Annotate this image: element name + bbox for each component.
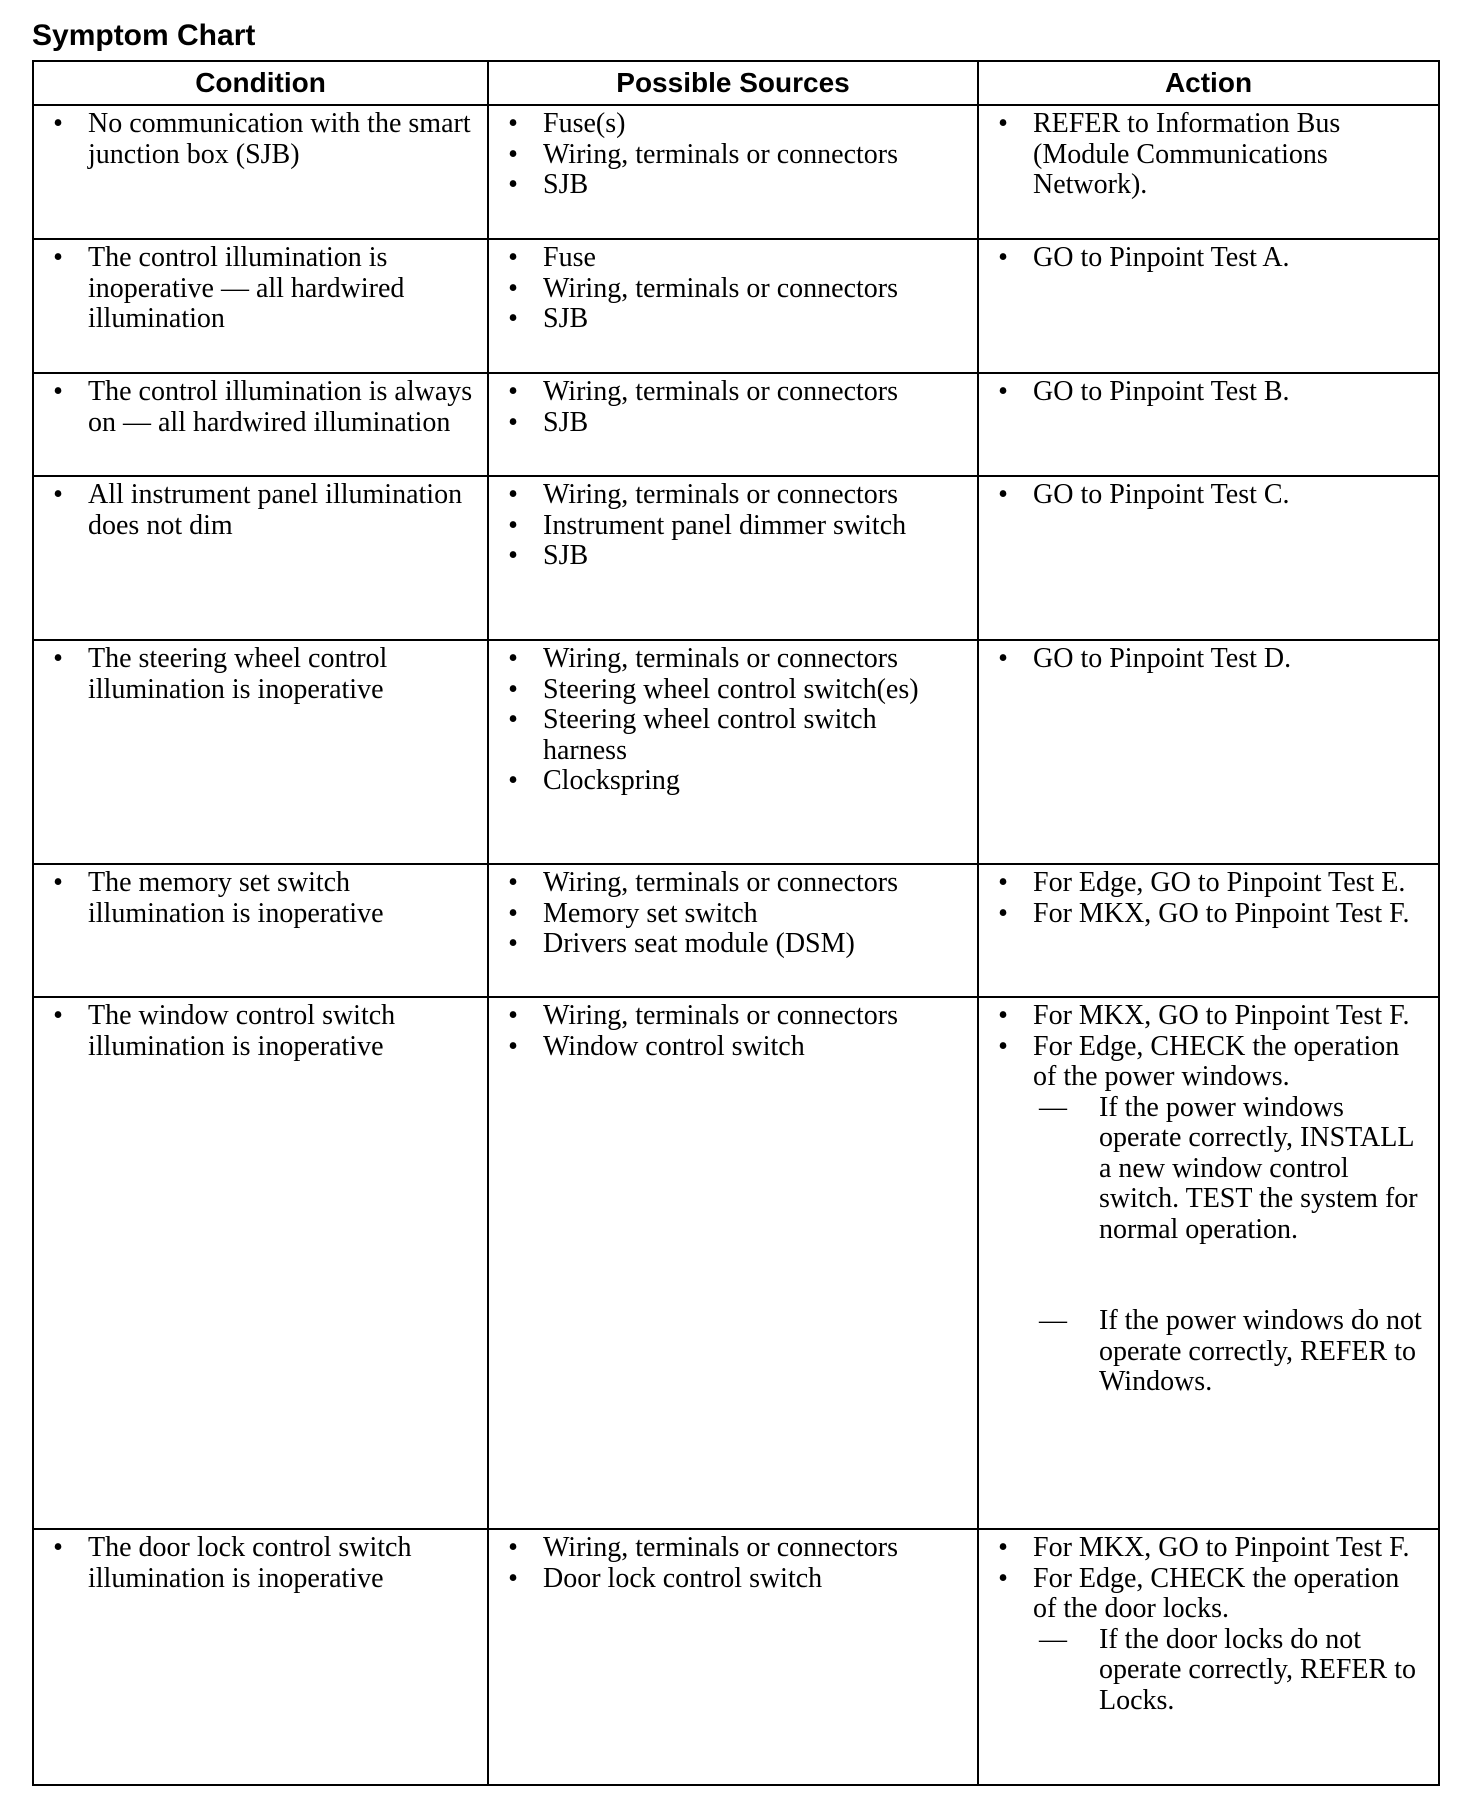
condition-item-text: The window control switch illumination is inoperative [88, 1000, 396, 1062]
action-item-text: For Edge, CHECK the operation of the power windows. [1033, 1030, 1400, 1092]
source-item [497, 644, 967, 675]
action-sub-item [1033, 1093, 1428, 1246]
condition-cell [33, 373, 488, 476]
actions-list [987, 1533, 1428, 1716]
condition-item [42, 644, 477, 705]
source-item-text: Fuse(s) [543, 108, 626, 139]
table-row [33, 476, 1439, 640]
bullet-icon: • [508, 138, 518, 170]
bullet-icon: • [53, 242, 63, 273]
source-item [497, 899, 967, 930]
action-item [987, 1001, 1428, 1032]
column-header-condition: Condition [33, 61, 488, 105]
action-item-text: For MKX, GO to Pinpoint Test F. [1033, 897, 1410, 929]
bullet-icon: • [53, 479, 63, 510]
condition-item [42, 109, 477, 170]
table-row [33, 640, 1439, 864]
source-item [497, 480, 967, 511]
condition-list [42, 109, 477, 170]
bullet-icon: • [53, 376, 63, 407]
condition-list [42, 1533, 477, 1594]
source-item [497, 243, 967, 274]
bullet-icon: • [998, 1562, 1008, 1594]
table-row [33, 1529, 1439, 1785]
possible-sources-cell [488, 864, 978, 997]
bullet-icon: • [508, 1030, 518, 1062]
action-cell [978, 373, 1439, 476]
condition-item [42, 480, 477, 541]
condition-list [42, 644, 477, 705]
table-row [33, 373, 1439, 476]
bullet-icon: • [53, 1000, 63, 1031]
bullet-icon: • [508, 1532, 518, 1563]
bullet-icon: • [998, 376, 1008, 407]
possible-sources-cell [488, 640, 978, 864]
source-item [497, 1564, 967, 1595]
actions-list [987, 644, 1428, 675]
source-item [497, 705, 967, 766]
condition-cell [33, 1529, 488, 1785]
bullet-icon: • [998, 242, 1008, 273]
dash-icon: — [1039, 1623, 1067, 1655]
source-item-text: Fuse [543, 242, 596, 273]
page-title: Symptom Chart [32, 19, 256, 52]
table-header-row [33, 61, 1439, 105]
source-item-text: Wiring, terminals or connectors [543, 643, 898, 674]
source-item-text: Wiring, terminals or connectors [543, 479, 898, 510]
table-row [33, 239, 1439, 373]
condition-item [42, 1533, 477, 1594]
sources-list [497, 243, 967, 335]
action-cell [978, 997, 1439, 1529]
action-item [987, 1533, 1428, 1564]
source-item [497, 1533, 967, 1564]
action-cell [978, 105, 1439, 239]
dash-icon: — [1039, 1091, 1067, 1123]
condition-item [42, 868, 477, 929]
condition-cell [33, 105, 488, 239]
bullet-icon: • [998, 643, 1008, 674]
action-cell [978, 1529, 1439, 1785]
action-item-text: GO to Pinpoint Test D. [1033, 643, 1292, 674]
condition-item-text: No communication with the smart junction box (SJB) [88, 108, 471, 170]
bullet-icon: • [998, 108, 1008, 139]
bullet-icon: • [508, 169, 518, 200]
source-item [497, 868, 967, 899]
sources-list [497, 480, 967, 572]
actions-list [987, 243, 1428, 274]
action-cell [978, 640, 1439, 864]
bullet-icon: • [508, 765, 518, 796]
sources-list [497, 644, 967, 797]
bullet-icon: • [508, 479, 518, 510]
bullet-icon: • [508, 867, 518, 898]
condition-item-text: The control illumination is inoperative — all hardwired illumination [88, 242, 405, 334]
bullet-icon: • [53, 108, 63, 139]
action-item-text: REFER to Information Bus (Module Communications Network). [1033, 108, 1341, 200]
column-header-action: Action [978, 61, 1439, 105]
action-sub-item [1033, 1625, 1428, 1717]
bullet-icon: • [508, 897, 518, 929]
condition-item-text: All instrument panel illumination does not dim [88, 479, 463, 541]
condition-cell [33, 640, 488, 864]
source-item-text: Instrument panel dimmer switch [543, 509, 907, 541]
action-item [987, 480, 1428, 511]
bullet-icon: • [508, 108, 518, 139]
condition-item [42, 377, 477, 438]
possible-sources-cell [488, 105, 978, 239]
sources-list [497, 868, 967, 960]
table-row [33, 997, 1439, 1529]
source-item [497, 1001, 967, 1032]
condition-item-text: The steering wheel control illumination is inoperative [88, 643, 388, 705]
bullet-icon: • [998, 1000, 1008, 1031]
condition-item-text: The memory set switch illumination is inoperative [88, 867, 384, 929]
condition-cell [33, 864, 488, 997]
action-sub-item-text: If the door locks do not operate correctly, REFER to Locks. [1099, 1623, 1416, 1716]
source-item-text: Wiring, terminals or connectors [543, 1532, 898, 1563]
bullet-icon: • [53, 1532, 63, 1563]
sources-list [497, 109, 967, 201]
action-item [987, 1564, 1428, 1717]
source-item-text: Clockspring [543, 765, 680, 796]
bullet-icon: • [998, 897, 1008, 929]
action-item-text: For MKX, GO to Pinpoint Test F. [1033, 1000, 1410, 1031]
bullet-icon: • [508, 673, 518, 705]
bullet-icon: • [508, 540, 518, 571]
possible-sources-cell [488, 476, 978, 640]
table-row [33, 864, 1439, 997]
bullet-icon: • [508, 406, 518, 438]
action-item-text: GO to Pinpoint Test C. [1033, 479, 1290, 510]
source-item-text: Door lock control switch [543, 1562, 823, 1594]
sources-list [497, 377, 967, 438]
actions-list [987, 109, 1428, 201]
table-row [33, 105, 1439, 239]
bullet-icon: • [508, 303, 518, 334]
source-item-text: Window control switch [543, 1030, 805, 1062]
dash-icon: — [1039, 1305, 1067, 1336]
bullet-icon: • [508, 509, 518, 541]
possible-sources-cell [488, 997, 978, 1529]
source-item-text: Steering wheel control switch harness [543, 704, 877, 766]
actions-list [987, 868, 1428, 929]
bullet-icon: • [998, 1532, 1008, 1563]
action-item-text: For Edge, GO to Pinpoint Test E. [1033, 867, 1406, 898]
condition-cell [33, 997, 488, 1529]
source-item-text: SJB [543, 406, 589, 438]
bullet-icon: • [53, 643, 63, 674]
source-item-text: Wiring, terminals or connectors [543, 272, 898, 304]
action-item [987, 1032, 1428, 1398]
action-item [987, 109, 1428, 201]
source-item [497, 511, 967, 542]
bullet-icon: • [508, 1000, 518, 1031]
action-sub-item-text: If the power windows operate correctly, INSTALL a new window control switch. TEST the system for normal operation. [1099, 1091, 1418, 1245]
bullet-icon: • [508, 376, 518, 407]
source-item-text: Wiring, terminals or connectors [543, 867, 898, 898]
sources-list [497, 1001, 967, 1062]
table-body [33, 105, 1439, 1785]
sources-list [497, 1533, 967, 1594]
actions-list [987, 1001, 1428, 1398]
source-item-text: Wiring, terminals or connectors [543, 138, 898, 170]
bullet-icon: • [508, 1562, 518, 1594]
action-cell [978, 864, 1439, 997]
source-item-text: Memory set switch [543, 897, 758, 929]
bullet-icon: • [508, 272, 518, 304]
bullet-icon: • [508, 242, 518, 273]
condition-list [42, 868, 477, 929]
source-item [497, 304, 967, 335]
action-item [987, 899, 1428, 930]
source-item-text: SJB [543, 540, 589, 571]
symptom-chart-table [32, 60, 1440, 1786]
action-cell [978, 239, 1439, 373]
condition-item-text: The door lock control switch illumination is inoperative [88, 1532, 412, 1594]
condition-cell [33, 239, 488, 373]
bullet-icon: • [508, 704, 518, 735]
source-item [497, 766, 967, 797]
source-item-text: Wiring, terminals or connectors [543, 376, 898, 407]
possible-sources-cell [488, 239, 978, 373]
actions-list [987, 377, 1428, 408]
action-item [987, 243, 1428, 274]
bullet-icon: • [508, 928, 518, 959]
possible-sources-cell [488, 373, 978, 476]
condition-list [42, 480, 477, 541]
source-item [497, 929, 967, 960]
source-item-text: SJB [543, 303, 589, 334]
bullet-icon: • [508, 643, 518, 674]
source-item [497, 541, 967, 572]
condition-item-text: The control illumination is always on — all hardwired illumination [88, 376, 473, 438]
source-item [497, 109, 967, 140]
source-item-text: Steering wheel control switch(es) [543, 673, 919, 705]
bullet-icon: • [998, 867, 1008, 898]
action-item-text: For Edge, CHECK the operation of the door locks. [1033, 1562, 1400, 1624]
action-item-text: GO to Pinpoint Test A. [1033, 242, 1290, 273]
source-item [497, 140, 967, 171]
source-item-text: SJB [543, 169, 589, 200]
action-item-text: GO to Pinpoint Test B. [1033, 376, 1290, 407]
possible-sources-cell [488, 1529, 978, 1785]
action-item [987, 644, 1428, 675]
action-item [987, 377, 1428, 408]
source-item-text: Wiring, terminals or connectors [543, 1000, 898, 1031]
condition-list [42, 377, 477, 438]
source-item-text: Drivers seat module (DSM) [543, 928, 855, 959]
condition-cell [33, 476, 488, 640]
action-sub-item-text: If the power windows do not operate correctly, REFER to Windows. [1099, 1305, 1422, 1397]
source-item [497, 675, 967, 706]
source-item [497, 377, 967, 408]
action-item-text: For MKX, GO to Pinpoint Test F. [1033, 1532, 1410, 1563]
action-sub-item [1033, 1306, 1428, 1398]
source-item [497, 274, 967, 305]
source-item [497, 170, 967, 201]
bullet-icon: • [998, 1030, 1008, 1062]
action-item [987, 868, 1428, 899]
column-header-possible-sources: Possible Sources [488, 61, 978, 105]
source-item [497, 408, 967, 439]
source-item [497, 1032, 967, 1063]
condition-item [42, 1001, 477, 1062]
bullet-icon: • [53, 867, 63, 898]
action-sub-list [1033, 1093, 1428, 1398]
bullet-icon: • [998, 479, 1008, 510]
action-sub-list [1033, 1625, 1428, 1717]
actions-list [987, 480, 1428, 511]
condition-list [42, 243, 477, 335]
condition-item [42, 243, 477, 335]
action-cell [978, 476, 1439, 640]
condition-list [42, 1001, 477, 1062]
